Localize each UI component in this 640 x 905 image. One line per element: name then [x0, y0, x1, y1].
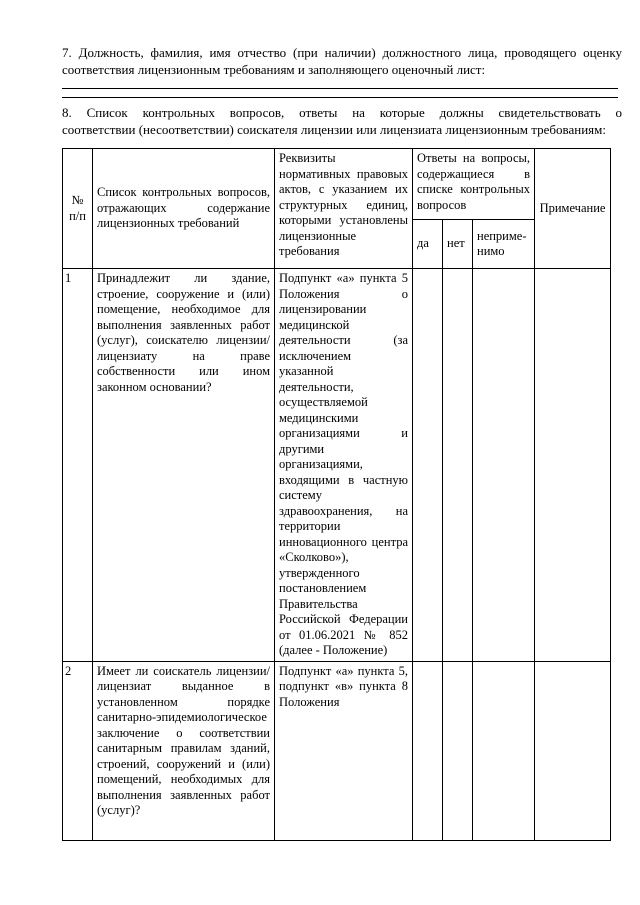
row-requisites: Подпункт «а» пункта 5 Положения о лицензировании медицинской деятельности (за исключением указанной деятельности, осуществляемой медицинскими организациями и другими организациями, входящими в частную систему здравоохранения, на территории инновационного центра «Сколково»), утвержденного постановлением Правительства Российской Федерации от 01.06.2021 № 852 (далее - Положение) [275, 269, 413, 662]
header-note: Примечание [535, 149, 611, 269]
header-no: нет [443, 220, 473, 269]
row-requisites: Подпункт «а» пункта 5, подпункт «в» пункта 8 Положения [275, 661, 413, 840]
section-7-paragraph [62, 44, 622, 78]
signature-line-1 [62, 88, 618, 89]
row-question: Принадлежит ли здание, строение, сооружение и (или) помещение, необходимое для выполнения заявленных работ (услуг), соискателю лицензии/лицензиату на праве собственности или ином законном основании? [93, 269, 275, 662]
section-8-line-1: 8. Список контрольных вопросов, ответы на которые должны свидетельствовать о [62, 105, 622, 120]
header-not-applicable: неприме-нимо [473, 220, 535, 269]
answer-yes-cell[interactable] [413, 661, 443, 840]
note-cell[interactable] [535, 269, 611, 662]
table-row [63, 661, 611, 840]
row-number: 2 [63, 661, 93, 840]
table-row [63, 269, 611, 662]
answer-yes-cell[interactable] [413, 269, 443, 662]
answer-no-cell[interactable] [443, 661, 473, 840]
section-8-paragraph [62, 104, 622, 138]
answer-no-cell[interactable] [443, 269, 473, 662]
header-yes: да [413, 220, 443, 269]
header-num: № п/п [63, 149, 93, 269]
header-requisites: Реквизиты нормативных правовых актов, с указанием их структурных единиц, которыми установлены лицензионные требования [275, 149, 413, 269]
signature-line-2 [62, 97, 618, 98]
row-question: Имеет ли соискатель лицензии/лицензиат выданное в установленном порядке санитарно-эпидемиологическое заключение о соответствии санитарным правилам зданий, строений, сооружений и (или) помещений, необходимых для выполнения заявленных работ (услуг)? [93, 661, 275, 840]
answer-na-cell[interactable] [473, 661, 535, 840]
header-answers: Ответы на вопросы, содержащиеся в списке контрольных вопросов [413, 149, 535, 220]
answer-na-cell[interactable] [473, 269, 535, 662]
row-number: 1 [63, 269, 93, 662]
header-question-list: Список контрольных вопросов, отражающих содержание лицензионных требований [93, 149, 275, 269]
section-7-line-1: 7. Должность, фамилия, имя отчество (при наличии) должностного лица, проводящего оценку [62, 45, 622, 60]
table-header-row [63, 149, 611, 220]
section-8-line-2: соответствии (несоответствии) соискателя лицензии или лицензиата лицензионным требованиям: [62, 122, 606, 137]
section-7-line-2: соответствия лицензионным требованиям и заполняющего оценочный лист: [62, 62, 486, 77]
checklist-table [62, 148, 611, 841]
note-cell[interactable] [535, 661, 611, 840]
